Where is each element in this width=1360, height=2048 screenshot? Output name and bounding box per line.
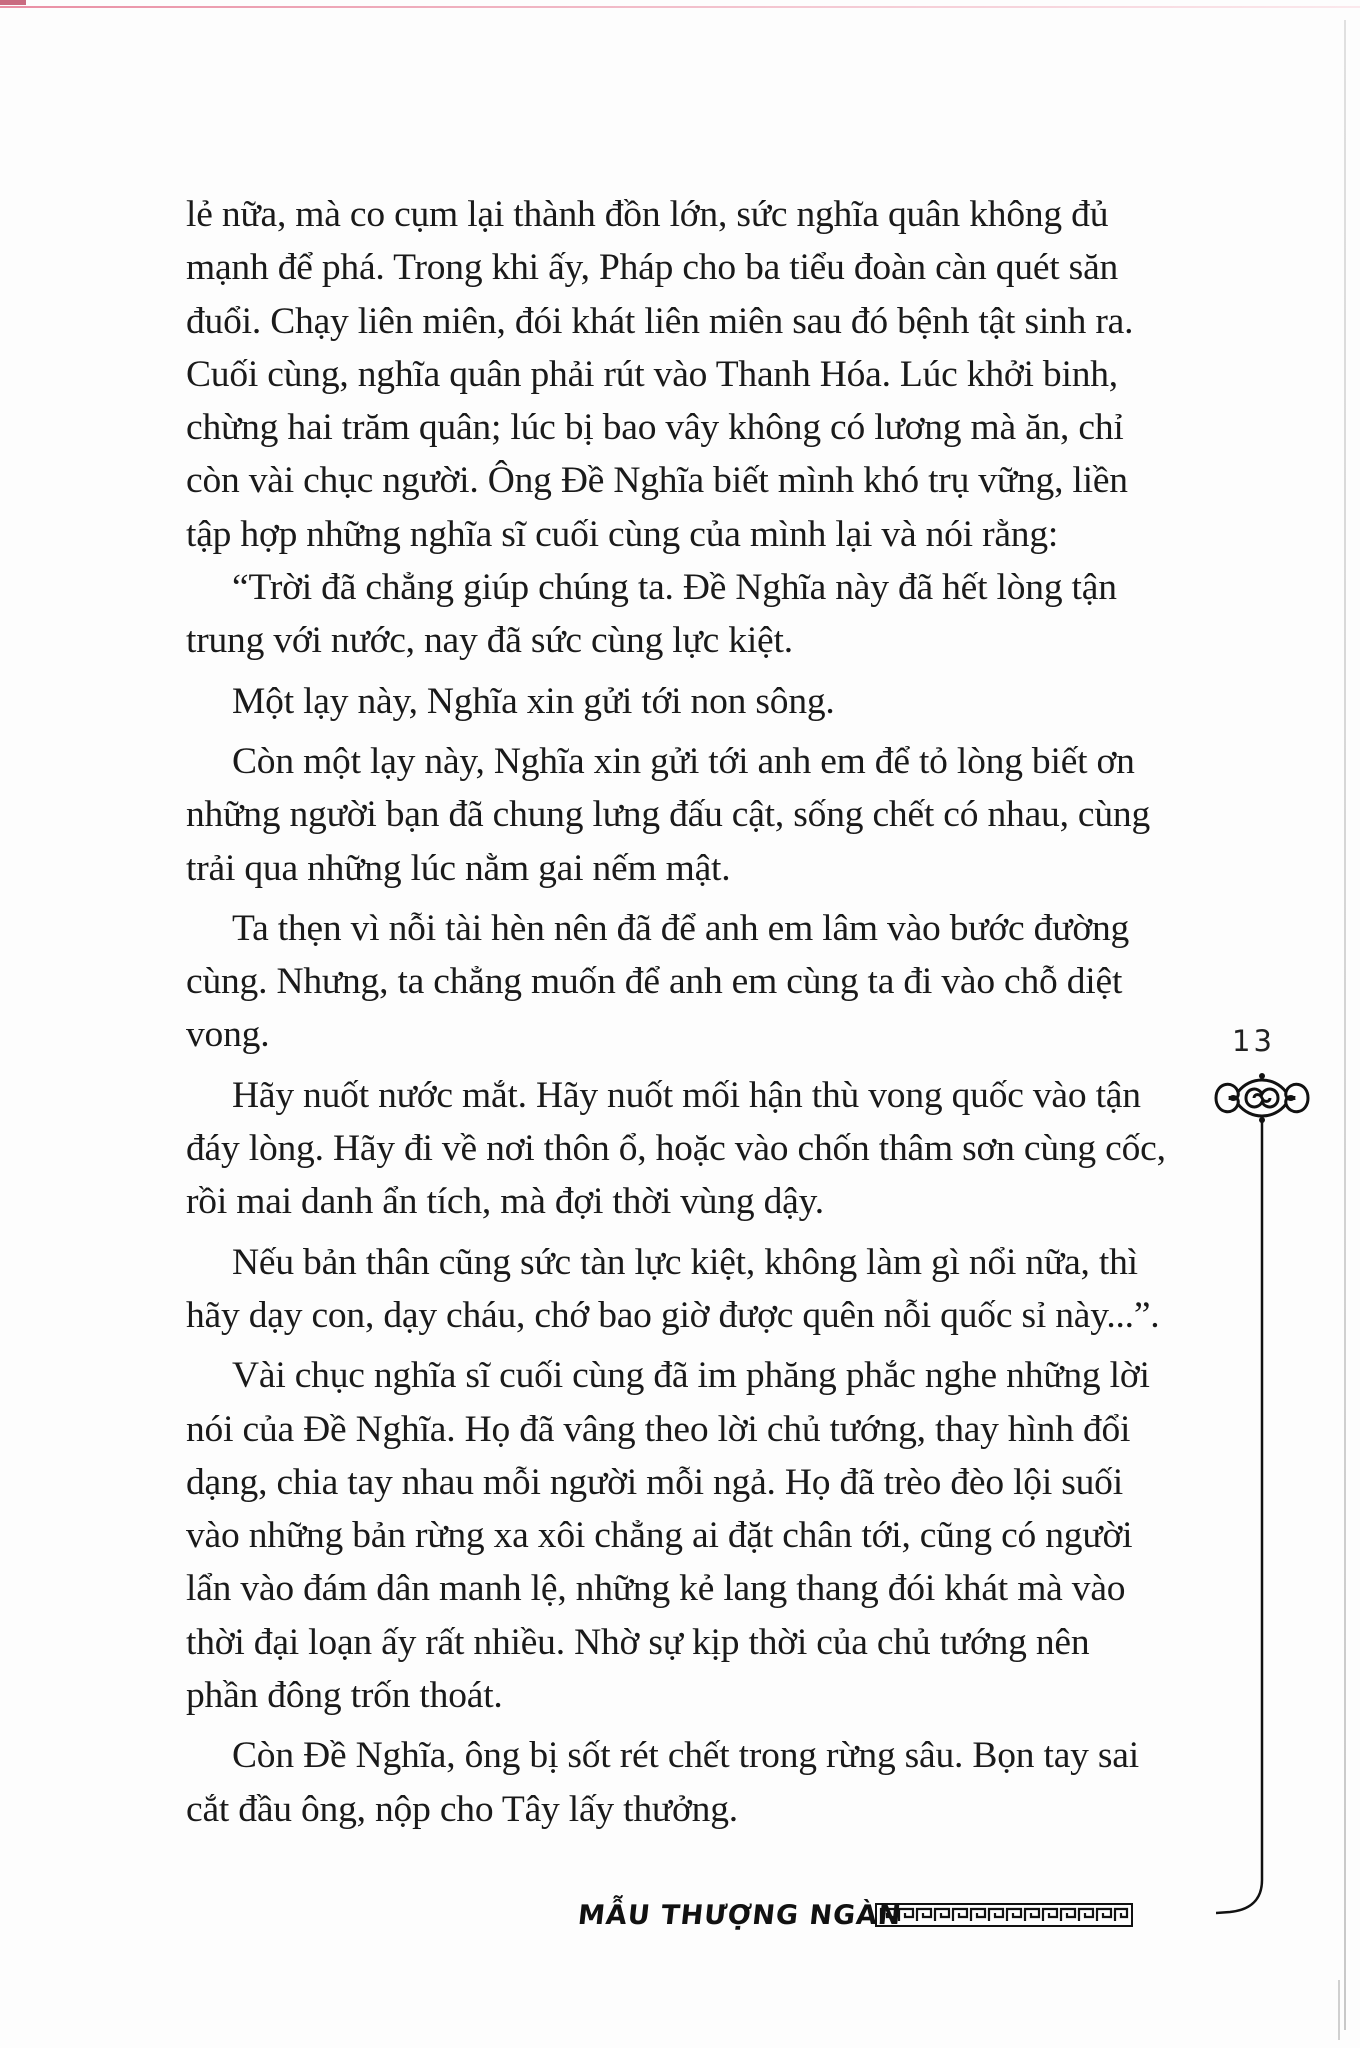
paragraph: Một lạy này, Nghĩa xin gửi tới non sông.: [232, 680, 835, 722]
paragraph: Vài chục nghĩa sĩ cuối cùng đã im phăng phắc nghe những lời nói của Đề Nghĩa. Họ đã vâng theo lời chủ tướng, thay hình đổi dạng, chia tay nhau mỗi người mỗi ngả. Họ đã trèo đèo lội suối vào những bản rừng xa xôi chẳng ai đặt chân tới, cũng có người lẩn vào đám dân manh lệ, những kẻ lang thang đói khát mà vào thời đại loạn ấy rất nhiều. Nhờ sự kịp thời của chủ tướng nên phần đông trốn thoát.: [186, 1355, 1150, 1717]
paragraph: “Trời đã chẳng giúp chúng ta. Đề Nghĩa này đã hết lòng tận trung với nước, nay đã sức cùng lực kiệt.: [186, 567, 1117, 662]
top-edge-rule: [0, 6, 1360, 8]
greek-key-border-icon: [875, 1903, 1133, 1927]
paragraph: Ta thẹn vì nỗi tài hèn nên đã để anh em lâm vào bước đường cùng. Nhưng, ta chẳng muốn để anh em cùng ta đi vào chỗ diệt vong.: [186, 907, 1130, 1056]
paragraph: Còn một lạy này, Nghĩa xin gửi tới anh em để tỏ lòng biết ơn những người bạn đã chung lưng đấu cật, sống chết có nhau, cùng trải qua những lúc nằm gai nếm mật.: [186, 740, 1151, 889]
body-text: [186, 188, 1166, 1836]
ornamental-rail: [1216, 1078, 1296, 1918]
paragraph: lẻ nữa, mà co cụm lại thành đồn lớn, sức nghĩa quân không đủ mạnh để phá. Trong khi ấy, Pháp cho ba tiểu đoàn càn quét săn đuổi. Chạy liên miên, đói khát liên miên sau đó bệnh tật sinh ra. Cuối cùng, nghĩa quân phải rút vào Thanh Hóa. Lúc khởi binh, chừng hai trăm quân; lúc bị bao vây không có lương mà ăn, chỉ còn vài chục người. Ông Đề Nghĩa biết mình khó trụ vững, liền tập hợp những nghĩa sĩ cuối cùng của mình lại và nói rằng:: [186, 194, 1134, 555]
page-edge-mark: [1338, 1980, 1340, 2040]
paragraph: Còn Đề Nghĩa, ông bị sốt rét chết trong rừng sâu. Bọn tay sai cắt đầu ông, nộp cho Tây lấy thưởng.: [186, 1735, 1139, 1830]
page-number: 13: [1232, 1024, 1275, 1058]
running-footer-title: MẪU THƯỢNG NGÀN: [576, 1900, 904, 1931]
paragraph: Nếu bản thân cũng sức tàn lực kiệt, không làm gì nổi nữa, thì hãy dạy con, dạy cháu, chớ bao giờ được quên nỗi quốc sỉ này...”.: [186, 1241, 1160, 1336]
page-right-edge: [1344, 20, 1346, 2030]
top-corner-mark: [0, 0, 26, 5]
paragraph: Hãy nuốt nước mắt. Hãy nuốt mối hận thù vong quốc vào tận đáy lòng. Hãy đi về nơi thôn ổ, hoặc vào chốn thâm sơn cùng cốc, rồi mai danh ẩn tích, mà đợi thời vùng dậy.: [186, 1074, 1166, 1223]
